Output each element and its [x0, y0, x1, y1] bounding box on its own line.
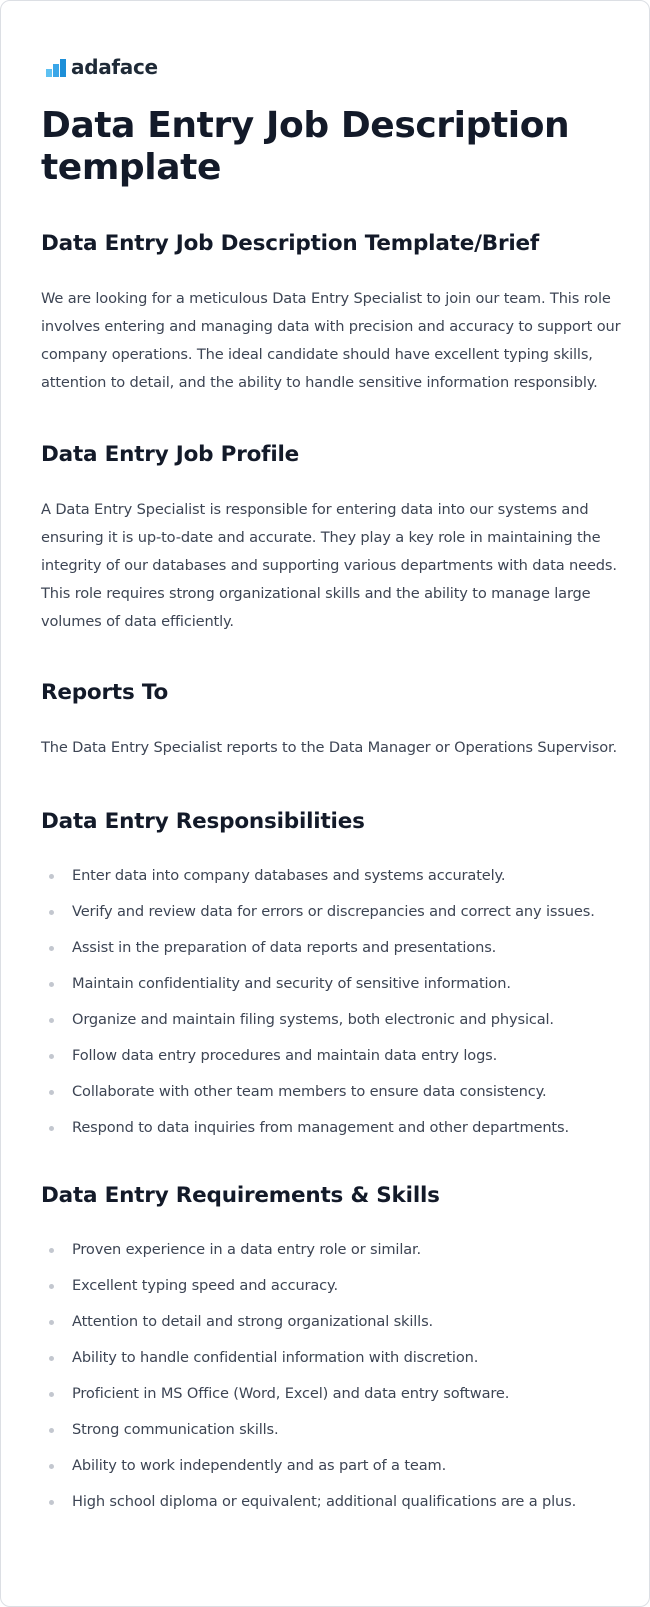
section-heading: Data Entry Requirements & Skills — [41, 1183, 440, 1208]
section-body: A Data Entry Specialist is responsible for entering data into our systems and ensuring it is up-to-date and accurate. They play a key role in maintaining the integrity of our databases and supporting various departments with data needs. This role requires strong organizational skills and the ability to manage large volumes of data efficiently. — [41, 501, 617, 630]
bullet — [49, 1054, 54, 1059]
page-title: Data Entry Job Description template — [41, 105, 570, 188]
section-reports-to — [41, 678, 621, 762]
section-requirements — [41, 1181, 621, 1520]
section-heading: Data Entry Responsibilities — [41, 809, 365, 834]
list-item: Ability to handle confidential information with discretion. — [41, 1340, 621, 1376]
list-item: Attention to detail and strong organizational skills. — [41, 1304, 621, 1340]
list-item: Respond to data inquiries from management and other departments. — [41, 1110, 621, 1146]
list-item: Assist in the preparation of data reports and presentations. — [41, 930, 621, 966]
list-item: Maintain confidentiality and security of sensitive information. — [41, 966, 621, 1002]
list-item: Collaborate with other team members to ensure data consistency. — [41, 1074, 621, 1110]
section-heading: Data Entry Job Profile — [41, 442, 300, 467]
bullet — [49, 1356, 54, 1361]
bullet — [49, 1500, 54, 1505]
list-item: Verify and review data for errors or discrepancies and correct any issues. — [41, 894, 621, 930]
bullet — [49, 910, 54, 915]
section-body: We are looking for a meticulous Data Entry Specialist to join our team. This role involves entering and managing data with precision and accuracy to support our company operations. The ideal candidate should have excellent typing skills, attention to detail, and the ability to handle sensitive information responsibly. — [41, 290, 621, 391]
bullet — [49, 1018, 54, 1023]
list-item: Follow data entry procedures and maintain data entry logs. — [41, 1038, 621, 1074]
bullet — [49, 1428, 54, 1433]
bullet — [49, 874, 54, 879]
section-body: The Data Entry Specialist reports to the Data Manager or Operations Supervisor. — [41, 739, 617, 756]
bullet — [49, 1090, 54, 1095]
bullet — [49, 1320, 54, 1325]
list-item: High school diploma or equivalent; additional qualifications are a plus. — [41, 1484, 621, 1520]
adaface-logo-icon — [46, 57, 66, 77]
list-item: Proven experience in a data entry role or similar. — [41, 1232, 621, 1268]
list-item: Organize and maintain filing systems, both electronic and physical. — [41, 1002, 621, 1038]
section-heading: Data Entry Job Description Template/Brief — [41, 231, 540, 256]
list-item: Proficient in MS Office (Word, Excel) and data entry software. — [41, 1376, 621, 1412]
brand-name: adaface — [71, 55, 158, 79]
list-item: Ability to work independently and as part of a team. — [41, 1448, 621, 1484]
responsibilities-list — [41, 858, 621, 1146]
list-item: Strong communication skills. — [41, 1412, 621, 1448]
bullet — [49, 946, 54, 951]
section-job-profile — [41, 440, 621, 636]
requirements-list — [41, 1232, 621, 1520]
section-responsibilities — [41, 807, 621, 1146]
bullet — [49, 1284, 54, 1289]
bullet — [49, 982, 54, 987]
bullet — [49, 1126, 54, 1131]
section-brief — [41, 229, 621, 397]
bullet — [49, 1392, 54, 1397]
section-heading: Reports To — [41, 680, 169, 705]
list-item: Excellent typing speed and accuracy. — [41, 1268, 621, 1304]
adaface-logo[interactable] — [46, 55, 158, 79]
bullet — [49, 1248, 54, 1253]
bullet — [49, 1464, 54, 1469]
list-item: Enter data into company databases and systems accurately. — [41, 858, 621, 894]
